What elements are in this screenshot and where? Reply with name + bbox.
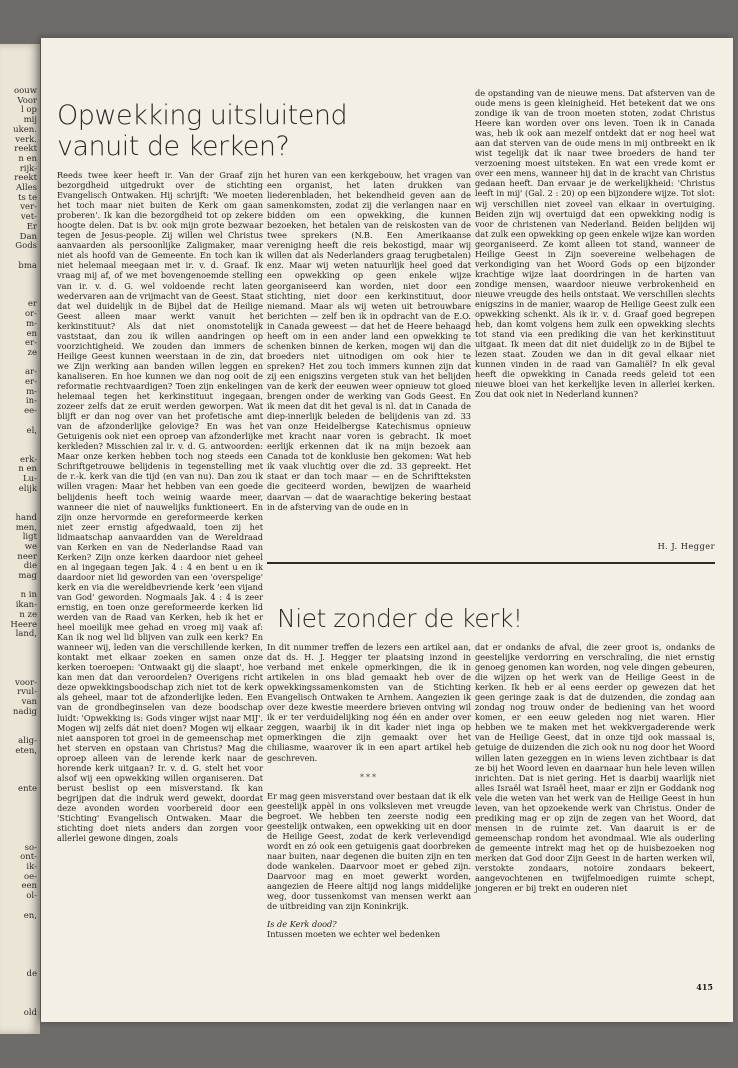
previous-page-fragment: Alles bbox=[16, 183, 37, 193]
previous-page-fragment: n ze bbox=[19, 609, 37, 620]
previous-page-fragment: die bbox=[23, 561, 37, 572]
previous-page-fragment: l op bbox=[21, 105, 37, 116]
previous-page-fragment: land, bbox=[15, 629, 37, 640]
previous-page-fragment: Lu- bbox=[23, 474, 37, 484]
previous-page-fragment: so- bbox=[24, 842, 37, 853]
article2-body-text: Er mag geen misverstand over bestaan dat ik elk geestelijk appèl in ons volksleven met vreugde begroet. We hebben ten zeerste nodig een geestelijk ontwaken, een opwekking uit en door de Heilige Geest, zodat de kerk verlevendigd wordt en zó ook een getuigenis gaat doorbreken naar buiten, naar degenen die buiten zijn en ten dode wankelen. Daarvoor moet er gebed zijn. Daarvoor mag en moet gewerkt worden, aangezien de Heere altijd nog langs middelijke weg, door tussenkomst van mensen werkt aan de uitbreiding van zijn Koninkrijk. bbox=[267, 790, 472, 912]
previous-page-fragment: en bbox=[26, 328, 37, 339]
previous-page-fragment: Dan bbox=[19, 231, 37, 242]
article2-column-2 bbox=[475, 642, 715, 972]
previous-page-fragment: ol- bbox=[26, 891, 37, 902]
article1-signature: H. J. Hegger bbox=[657, 541, 715, 551]
previous-page-fragment: elijk bbox=[18, 483, 37, 494]
page-number: 415 bbox=[696, 982, 713, 992]
previous-page-fragment: ee- bbox=[24, 406, 37, 417]
previous-page-fragment: nadig bbox=[12, 706, 37, 717]
previous-page-fragment: van bbox=[21, 697, 37, 708]
previous-page-fragment: oouw bbox=[14, 86, 37, 96]
previous-page-fragment: n en bbox=[18, 153, 37, 164]
previous-page-fragment: ligt bbox=[22, 532, 37, 543]
previous-page-fragment: or- bbox=[24, 309, 37, 320]
previous-page-fragment: ver- bbox=[20, 202, 37, 213]
previous-page-fragment: uken. bbox=[13, 124, 37, 135]
article2-column-1 bbox=[267, 642, 471, 1012]
previous-page-fragment: erk- bbox=[20, 454, 37, 465]
previous-page-fragment: men, bbox=[15, 522, 37, 533]
article1-title: Opwekking uitsluitend vanuit de kerken? bbox=[57, 100, 348, 162]
previous-page-fragment: oe- bbox=[23, 871, 37, 882]
previous-page-fragment: old bbox=[23, 1007, 37, 1018]
article-divider-rule bbox=[267, 562, 715, 564]
previous-page-fragment: hand bbox=[15, 512, 37, 523]
previous-page-fragment: een bbox=[21, 881, 37, 892]
article2-title: Niet zonder de kerk! bbox=[277, 604, 523, 633]
previous-page-fragment: alig- bbox=[18, 735, 37, 746]
previous-page-fragment: reekt bbox=[14, 173, 37, 184]
magazine-page bbox=[41, 38, 733, 1022]
previous-page-fragment: ente bbox=[18, 784, 37, 795]
article1-col1-text: Reeds twee keer heeft ir. Van der Graaf zijn bezorgdheid uitgedrukt over de stichting Evangelisch Ontwaken. Hij schrijft: 'We moeten het toch maar niet buiten de Kerk om gaan proberen'. Ik kan die bezorgdheid tot op zekere hoogte delen. Dat is bv. ook mijn grote bezwaar tegen de Jesus-people. Zij willen wel Christus aanvaarden als persoonlijke Zaligmaker, maar niet als hoofd van de Gemeente. En toch kan ik niet helemaal meegaan met ir. v. d. Graaf. Ik vraag mij af, of we met bovengenoemde stelling van ir. v. d. G. wel voldoende recht laten wedervaren aan de vrijmacht van de Geest. Staat dat wel duidelijk in de Bijbel dat de Heilige Geest alleen maar werkt vanuit het kerkinstituut? Als dat niet onomstotelijk vaststaat, dan zou ik willen aandringen op voorzichtigheid. We zouden dan immers de Heilige Geest kunnen weerstaan in de zin, dat we Zijn werking aan banden willen leggen en kanaliseren. En hoe kunnen we dan nog ooit de reformatie rechtvaardigen? Toen zijn enkelingen helemaal tegen het kerkinstituut ingegaan, zozeer zelfs dat ze eruit werden geworpen. Wat blijft er dan nog over van het profetische amt van de afzonderlijke gelovige? En was het Getuigenis ook niet een oproep van afzonderlijke kerkleden? Misschien zal ir. v. d. G. antwoorden: Maar onze kerken hebben toch nog steeds een Schriftgetrouwe belijdenis in tegenstelling met de r.-k. kerk van die tijd (en van nu). Dan zou ik willen vragen: Maar het hebben van een goede belijdenis heeft toch weinig waarde meer, wanneer die niet of nauwelijks funktioneert. En zijn onze hervormde en gereformeerde kerken niet zeer ernstig afgedwaald, toen zij het lidmaatschap aanvaardden van de Wereldraad van Kerken en van de Nederlandse Raad van Kerken? Zijn onze kerken daardoor niet geheel en al ingegaan tegen Jak. 4 : 4 en bent u en ik daardoor niet lid geworden van een 'overspelige' kerk en via die wereldbevriende kerk 'een vijand van God' geworden. Nogmaals Jak. 4 : 4 is zeer ernstig, en toen onze gereformeerde kerken lid werden van de Raad van Kerken, heb ik het er heel moeilijk mee gehad en vroeg mij vaak af: Kan ik nog wel lid blijven van zulk een kerk? En wanneer wij, leden van die verschillende kerken, kontakt met elkaar zoeken en samen onze kerken toeroepen: 'Ontwaakt gij die slaapt', hoe kan men dat dan veroordelen? Overigens richt deze opwekkingsboodschap zich niet tot de kerk als geheel, maar tot de afzonderlijke leden. Een van de grondbeginselen van deze boodschap luidt: 'Opwekking is: Gods vinger wijst naar MIJ'. Mogen wij zelfs dát niet doen? Mogen wij elkaar niet aansporen tot groei in de gemeenschap met het sterven en opstaan van Christus? Mag die oproep alleen van de lerende kerk naar de horende kerk uitgaan? Ir. v. d. G. stelt het voor alsof wij een opwekking willen organiseren. Dat berust beslist op een misverstand. Ik kan begrijpen dat die indruk werd gewekt, doordat deze avonden worden voorbereid door een 'Stichting' Evangelisch Ontwaken. Maar die stichting doet niets anders dan zorgen voor allerlei gewone dingen, zoals bbox=[57, 170, 263, 844]
previous-page-fragment: mij bbox=[23, 115, 37, 126]
previous-page-fragment: bma bbox=[18, 260, 37, 271]
previous-page-fragment: neer bbox=[17, 551, 37, 562]
previous-page-fragment: er- bbox=[25, 338, 37, 349]
previous-page-fragment: ont- bbox=[20, 852, 37, 863]
previous-page-fragment: er bbox=[27, 299, 37, 310]
previous-page-fragment: el, bbox=[26, 425, 37, 436]
previous-page-fragment: n in bbox=[20, 590, 37, 601]
previous-page-fragment: rijk- bbox=[19, 163, 37, 174]
previous-page-fragment: Voor bbox=[17, 95, 37, 106]
previous-page-fragment: voor- bbox=[15, 677, 37, 688]
previous-page-fragment: verk. bbox=[15, 134, 37, 145]
previous-page-fragment: in- bbox=[25, 396, 37, 407]
previous-page-fragment: de bbox=[26, 968, 37, 979]
previous-page-fragment: vet- bbox=[20, 212, 37, 223]
article2-continuation-text: Intussen moeten we echter wel bedenken bbox=[267, 929, 441, 940]
article2-intro-text: In dit nummer treffen de lezers een artikel aan, dat ds. H. J. Hegger ter plaatsing inzond in verband met enkele opmerkingen, die ik in artikelen in ons blad gemaakt heb over de opwekkingssamenkomsten van de Stichting Evangelisch Ontwaken te Arnhem. Aangezien ik over deze kwestie meerdere brieven ontving wil ik er ter verduidelijking nog één en ander over zeggen, waarbij ik in dit kader niet inga op opmerkingen die zijn gemaakt over het chiliasme, waarover ik in een apart artikel heb geschreven. bbox=[267, 642, 471, 763]
article1-col3-text: de opstanding van de nieuwe mens. Dat afsterven van de oude mens is geen kleinigheid. Het betekent dat we ons zondige ik van de troon moeten stoten, zodat Christus Heere kan worden over ons leven. Toen ik in Canada was, heb ik ook aan mezelf ontdekt dat er nog heel wat aan dat sterven van de oude mens in mij ontbreekt en ik wist tegelijk dat ik naar twee broeders de hand ter verzoening moest uitsteken. En wat een vrede komt er over een mens, wanneer hij dat in de kracht van Christus gedaan heeft. Dan ervaar je de werkelijkheid: 'Christus leeft in mij' (Gal. 2 : 20) op een bijzondere wijze. Tot slot: wij verschillen niet zoveel van elkaar in overtuiging. Beiden zijn wij overtuigd dat een opwekking nodig is voor de christenen van Nederland. Beiden belijden wij dat zulk een opwekking op geen enkele wijze kan worden georganiseerd. Ze komt alleen tot stand, wanneer de Heilige Geest in Zijn soevereine welbehagen de verkondiging van het Woord Gods op een bijzonder krachtige wijze laat doordringen in de harten van zondige mensen, waardoor nieuwe verbrokenheid en nieuwe vreugde des heils ontstaat. We verschillen slechts enigszins in de manier, waarop de Heilige Geest zulk een opwekking schenkt. Als ik ir. v. d. Graaf goed begrepen heb, dan komt volgens hem zulk een opwekking slechts tot stand via een prediking die van het kerkinstituut uitgaat. Ik meen dat dit niet duidelijk zo in de Bijbel te lezen staat. Zouden we dan in dit geval elkaar niet kunnen vinden in de raad van Gamaliël? In elk geval heeft die opwekking in Canada reeds geleid tot een nieuwe bloei van het kerkelijke leven in allerlei kerken. Zou dat ook niet in Nederland kunnen? bbox=[475, 88, 715, 400]
previous-page-fragment: ikan- bbox=[15, 600, 37, 611]
previous-page-fragment: m- bbox=[26, 318, 37, 329]
previous-page-fragment: ik- bbox=[26, 862, 37, 872]
previous-page-fragment: Er bbox=[26, 221, 37, 232]
previous-page-fragment: Heere bbox=[10, 619, 37, 630]
previous-page-fragment: eten, bbox=[15, 745, 37, 756]
article2-col3-text: dat er ondanks de afval, die zeer groot is, ondanks de geestelijke verdorring en verschraling, die niet ernstig genoeg genomen kan worden, nog vele dingen gebeuren, die wijzen op het werk van de Heilige Geest in de kerken. Ik heb er al eens eerder op gewezen dat het geen geringe zaak is dat de duizenden, die zondag aan zondag nog trouw onder de bediening van het woord komen, er een eeuw geleden nog niet waren. Hier hebben we te maken met het wekkvergaderende werk van de Heilige Geest, dat in onze tijd ook massaal is, getuige de duizenden die zich ook nu nog door het Woord willen laten gezeggen en in wiens leven zichtbaar is dat ze bij het Woord leven en daarnaar hun hele leven willen inrichten. Dat is niet gering. Het is daarbij waarlijk niet alles Israël wat Israël heet, maar er zijn er Goddank nog vele die weten van het werk van de Heilige Geest in hun leven, van het opzoekende werk van Christus. Onder de prediking mag er op zijn de zegen van het Woord, dat mensen in de ruimte zet. Van daaruit is er de gemeenschap rondom het avondmaal. Wie als ouderling de gemeente intrekt mag het op de huisbezoeken nog merken dat God door Zijn Geest in de harten werken wil, verstokte zondaars, notoire zondaars bekeert, aangevochtenen en twijfelmoedigen ruimte schept, jongeren er bij trekt en ouderen niet bbox=[475, 642, 715, 894]
previous-page-edge bbox=[0, 44, 40, 1034]
article1-column-3 bbox=[475, 88, 715, 548]
previous-page-fragment: ts te bbox=[18, 192, 37, 203]
section-separator: *** bbox=[360, 772, 378, 782]
previous-page-fragment: we bbox=[24, 541, 37, 552]
previous-page-fragment: ze bbox=[27, 347, 37, 358]
previous-page-fragment: mag bbox=[18, 571, 37, 581]
previous-page-fragment: m- bbox=[26, 386, 37, 397]
previous-page-fragment: ar- bbox=[24, 367, 37, 378]
previous-page-fragment: n en bbox=[18, 464, 37, 475]
article1-column-1 bbox=[57, 170, 263, 1010]
previous-page-fragment: rvul- bbox=[17, 687, 37, 698]
previous-page-fragment: er- bbox=[25, 377, 37, 387]
article1-column-2 bbox=[267, 170, 471, 590]
article1-col2-text: het huren van een kerkgebouw, het vragen van een organist, het laten drukken van liederenbladen, het bekendheid geven aan de samenkomsten, zodat zij die verlangen naar en bidden om een opwekking, die kunnen bezoeken, het betalen van de reiskosten van de twee sprekers (N.B. Een Amerikaanse vereniging heeft die reis bekostigd, maar wij willen dat als Nederlanders graag terugbetalen) enz. Maar wij weten natuurlijk heel goed dat een opwekking op geen enkele wijze georganiseerd kan worden, niet door een stichting, niet door een kerkinstituut, door niemand. Maar als wij weten uit betrouwbare berichten — zelf ben ik in opdracht van de E.O. in Canada geweest — dat het de Heere behaagd heeft om in een ander land een opwekking te schenken binnen de kerken, mogen wij dan die broeders niet uitnodigen om ook hier te spreken? Het zou toch immers kunnen zijn dat zij een enigszins vergeten stuk van het belijden van de kerk der eeuwen weer opnieuw tot gloed brengen onder de werking van Gods Geest. En ik meen dat dit het geval is nl. dat in Canada de diep-innerlijk beleden de belijdenis van zd. 33 van onze Heidelbergse Katechismus opnieuw met kracht naar voren is gebracht. Ik moet eerlijk erkennen dat ik na mijn bezoek aan Canada tot de konklusie ben gekomen: Wat heb ik vaak vluchtig over die zd. 33 gepreekt. Het staat er dan toch maar — en de Schriftteksten die geciteerd worden, bewijzen de waarheid daarvan — dat de waarachtige bekering bestaat in de afsterving van de oude en in bbox=[267, 170, 471, 512]
previous-page-fragment: en, bbox=[23, 910, 37, 921]
previous-page-fragment: reekt bbox=[14, 144, 37, 155]
previous-page-fragment: Gods bbox=[15, 241, 37, 252]
article2-subheading: Is de Kerk dood? bbox=[267, 919, 337, 930]
